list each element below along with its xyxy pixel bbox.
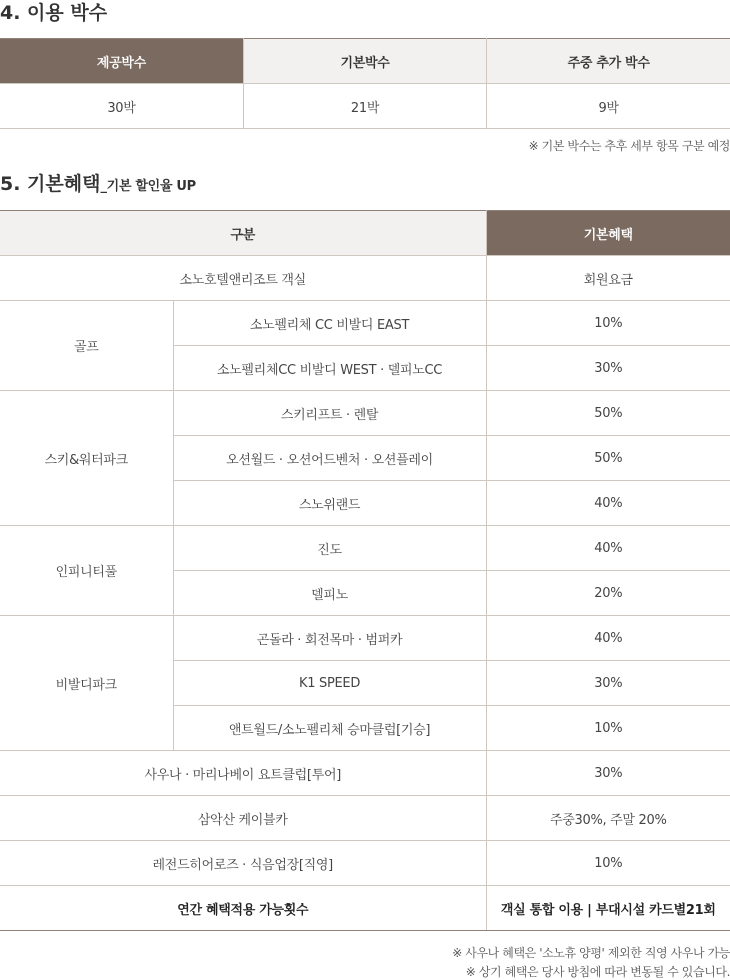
- row-label: 스키리프트 · 렌탈: [173, 391, 486, 436]
- group-label: 인피니티풀: [0, 526, 173, 616]
- header-category: 구분: [0, 211, 486, 256]
- table-row: [0, 616, 730, 661]
- row-value: 40%: [486, 526, 730, 571]
- row-label: 사우나 · 마리나베이 요트클럽[투어]: [0, 751, 486, 796]
- header-cell: 주중 추가 박수: [487, 39, 730, 84]
- group-label: 골프: [0, 301, 173, 391]
- table-cell: 30박: [0, 84, 243, 129]
- group-label: 비발디파크: [0, 616, 173, 751]
- table-row: [0, 796, 730, 841]
- row-label: 곤돌라 · 회전목마 · 범퍼카: [173, 616, 486, 661]
- row-label: 삼악산 케이블카: [0, 796, 486, 841]
- row-label: 앤트월드/소노펠리체 승마클럽[기승]: [173, 706, 486, 751]
- table-row: [0, 391, 730, 436]
- table-header-row: [0, 211, 730, 256]
- row-value: 30%: [486, 751, 730, 796]
- row-value: 10%: [486, 706, 730, 751]
- row-value: 회원요금: [486, 256, 730, 301]
- row-value: 40%: [486, 616, 730, 661]
- row-label: K1 SPEED: [173, 661, 486, 706]
- row-label: 소노펠리체 CC 비발디 EAST: [173, 301, 486, 346]
- table-row: [0, 84, 730, 129]
- row-value: 40%: [486, 481, 730, 526]
- header-cell: 제공박수: [0, 39, 243, 84]
- row-label: 소노펠리체CC 비발디 WEST · 델피노CC: [173, 346, 486, 391]
- table-row: [0, 301, 730, 346]
- row-label: 델피노: [173, 571, 486, 616]
- table-header-row: [0, 39, 730, 84]
- section-title-basic-benefits: [0, 171, 196, 200]
- footnote: ※ 상기 혜택은 당사 방침에 따라 변동될 수 있습니다.: [465, 965, 730, 979]
- row-label: 진도: [173, 526, 486, 571]
- benefits-table: [0, 210, 730, 931]
- table-row: [0, 751, 730, 796]
- row-value: 50%: [486, 391, 730, 436]
- row-label: 스노위랜드: [173, 481, 486, 526]
- row-value: 객실 통합 이용 | 부대시설 카드별21회: [486, 886, 730, 931]
- footnote: ※ 기본 박수는 추후 세부 항목 구분 예정: [528, 139, 730, 153]
- row-value: 30%: [486, 346, 730, 391]
- table-row: [0, 841, 730, 886]
- row-value: 10%: [486, 841, 730, 886]
- table-row: [0, 526, 730, 571]
- section-title-main: 5. 기본혜택: [0, 173, 101, 195]
- row-label: 오션월드 · 오션어드벤처 · 오션플레이: [173, 436, 486, 481]
- row-value: 30%: [486, 661, 730, 706]
- group-label: 스키&워터파크: [0, 391, 173, 526]
- row-value: 주중30%, 주말 20%: [486, 796, 730, 841]
- table-cell: 21박: [243, 84, 486, 129]
- footnote: ※ 사우나 혜택은 '소노휴 양평' 제외한 직영 사우나 가능: [452, 946, 730, 960]
- section-subtitle: _기본 할인율 UP: [100, 179, 196, 194]
- table-row: [0, 256, 730, 301]
- row-label: 소노호텔앤리조트 객실: [0, 256, 486, 301]
- table-cell: 9박: [487, 84, 730, 129]
- header-cell: 기본박수: [243, 39, 486, 84]
- row-value: 20%: [486, 571, 730, 616]
- header-benefit: 기본혜택: [486, 211, 730, 256]
- annual-limit-row: [0, 886, 730, 931]
- usage-nights-table: [0, 38, 730, 129]
- row-value: 10%: [486, 301, 730, 346]
- row-label: 레전드히어로즈 · 식음업장[직영]: [0, 841, 486, 886]
- row-label: 연간 혜택적용 가능횟수: [0, 886, 486, 931]
- section-title-usage-nights: 4. 이용 박수: [0, 2, 108, 24]
- row-value: 50%: [486, 436, 730, 481]
